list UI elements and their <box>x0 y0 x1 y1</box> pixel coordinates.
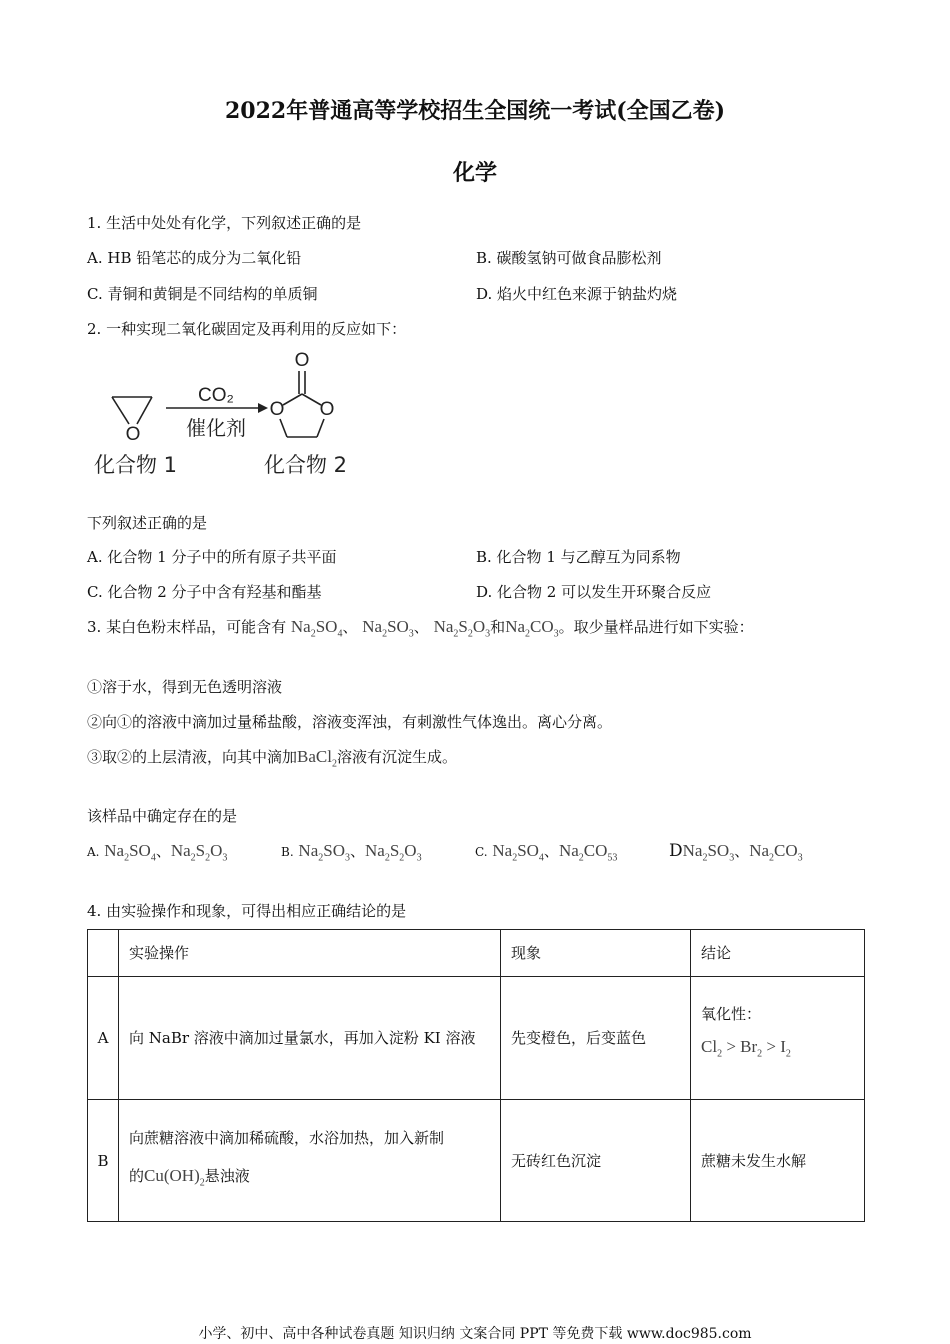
formula-na2so4: $Na_2SO_4$ <box>290 617 343 640</box>
formula-na2co3: $Na_2CO_3$ <box>505 617 559 640</box>
q3-step-2: ②向①的溶液中滴加过量稀盐酸，溶液变浑浊，有刺激性气体逸出。离心分离。 <box>87 713 613 731</box>
header-operation: 实验操作 <box>119 930 501 977</box>
row-conclusion: 蔗糖未发生水解 <box>691 1100 865 1222</box>
table-header-row <box>88 930 865 977</box>
q2-option-b: B. 化合物 1 与乙醇互为同系物 <box>476 548 681 566</box>
compound-1-label: 化合物 1 <box>94 453 178 477</box>
q2-option-d: D. 化合物 2 可以发生开环聚合反应 <box>476 583 712 601</box>
compound-1-oxygen: O <box>125 424 141 445</box>
q3-question: 该样品中确定存在的是 <box>87 807 238 825</box>
q4-stem: 4. 由实验操作和现象，可得出相应正确结论的是 <box>87 902 407 920</box>
ring-oxygen-left: O <box>269 399 285 420</box>
footer-text: 小学、初中、高中各种试卷真题 知识归纳 文案合同 PPT 等免费下载 www.doc985.com <box>198 1326 752 1342</box>
q4-table <box>87 929 865 1222</box>
page-title: 2022年普通高等学校招生全国统一考试(全国乙卷) <box>224 98 726 124</box>
q2-question: 下列叙述正确的是 <box>87 514 208 532</box>
header-phenomenon: 现象 <box>501 930 691 977</box>
table-row <box>88 977 865 1100</box>
q1-option-c: C. 青铜和黄铜是不同结构的单质铜 <box>87 285 318 303</box>
q1-option-b: B. 碳酸氢钠可做食品膨松剂 <box>476 249 662 267</box>
reagent-co2: CO₂ <box>198 385 234 406</box>
q3-option-c: C. $Na_2SO_4$、$Na_2CO_{53}$ <box>475 841 618 864</box>
catalyst-label: 催化剂 <box>186 416 246 440</box>
compound-2-label: 化合物 2 <box>264 453 348 477</box>
formula-na2so3: $Na_2SO_3$ <box>362 617 414 640</box>
row-id: B <box>88 1100 119 1222</box>
row-id: A <box>88 977 119 1100</box>
formula-na2s2o3: $Na_2S_2O_3$ <box>433 617 491 640</box>
q1-option-d: D. 焰火中红色来源于钠盐灼烧 <box>476 285 678 303</box>
q1-option-a: A. HB 铅笔芯的成分为二氧化铅 <box>87 249 302 267</box>
q3-option-a: A. $Na_2SO_4$、$Na_2S_2O_3$ <box>87 841 228 864</box>
row-operation: 向 NaBr 溶液中滴加过量氯水，再加入淀粉 KI 溶液 <box>119 977 501 1100</box>
row-conclusion: 氧化性： $Cl_2 > Br_2 > I_2$ <box>691 977 865 1100</box>
ring-oxygen-right: O <box>319 399 335 420</box>
compound-2-structure <box>270 350 335 437</box>
q1-stem: 1. 生活中处处有化学，下列叙述正确的是 <box>87 214 362 232</box>
q3-step-3: ③取②的上层清液，向其中滴加BaCl$_2$溶液有沉淀生成。 <box>87 747 457 770</box>
row-phenomenon: 先变橙色，后变蓝色 <box>501 977 691 1100</box>
row-operation: 向蔗糖溶液中滴加稀硫酸，水浴加热，加入新制 的$Cu(OH)_2$悬浊液 <box>119 1100 501 1222</box>
q2-option-c: C. 化合物 2 分子中含有羟基和酯基 <box>87 583 322 601</box>
reaction-scheme <box>80 345 380 485</box>
q3-step-1: ①溶于水，得到无色透明溶液 <box>87 678 283 696</box>
compound-1-structure <box>112 397 152 445</box>
q2-option-a: A. 化合物 1 分子中的所有原子共平面 <box>87 548 337 566</box>
header-conclusion: 结论 <box>691 930 865 977</box>
subject-title: 化学 <box>452 160 497 186</box>
table-row <box>88 1100 865 1222</box>
q3-option-b: B. $Na_2SO_3$、$Na_2S_2O_3$ <box>281 841 422 864</box>
q2-stem: 2. 一种实现二氧化碳固定及再利用的反应如下： <box>87 320 407 338</box>
row-phenomenon: 无砖红色沉淀 <box>501 1100 691 1222</box>
formula-bacl2: BaCl$_2$ <box>297 747 337 770</box>
carbonyl-oxygen: O <box>294 350 310 371</box>
q3-option-d: $DNa_2SO_3$、$Na_2CO_3$ <box>669 841 803 864</box>
q3-stem: 3. 某白色粉末样品，可能含有 $Na_2SO_4$、 $Na_2SO_3$、 $Na_2S_2O_3$和$Na_2CO_3$。取少量样品进行如下实验： <box>87 617 754 640</box>
